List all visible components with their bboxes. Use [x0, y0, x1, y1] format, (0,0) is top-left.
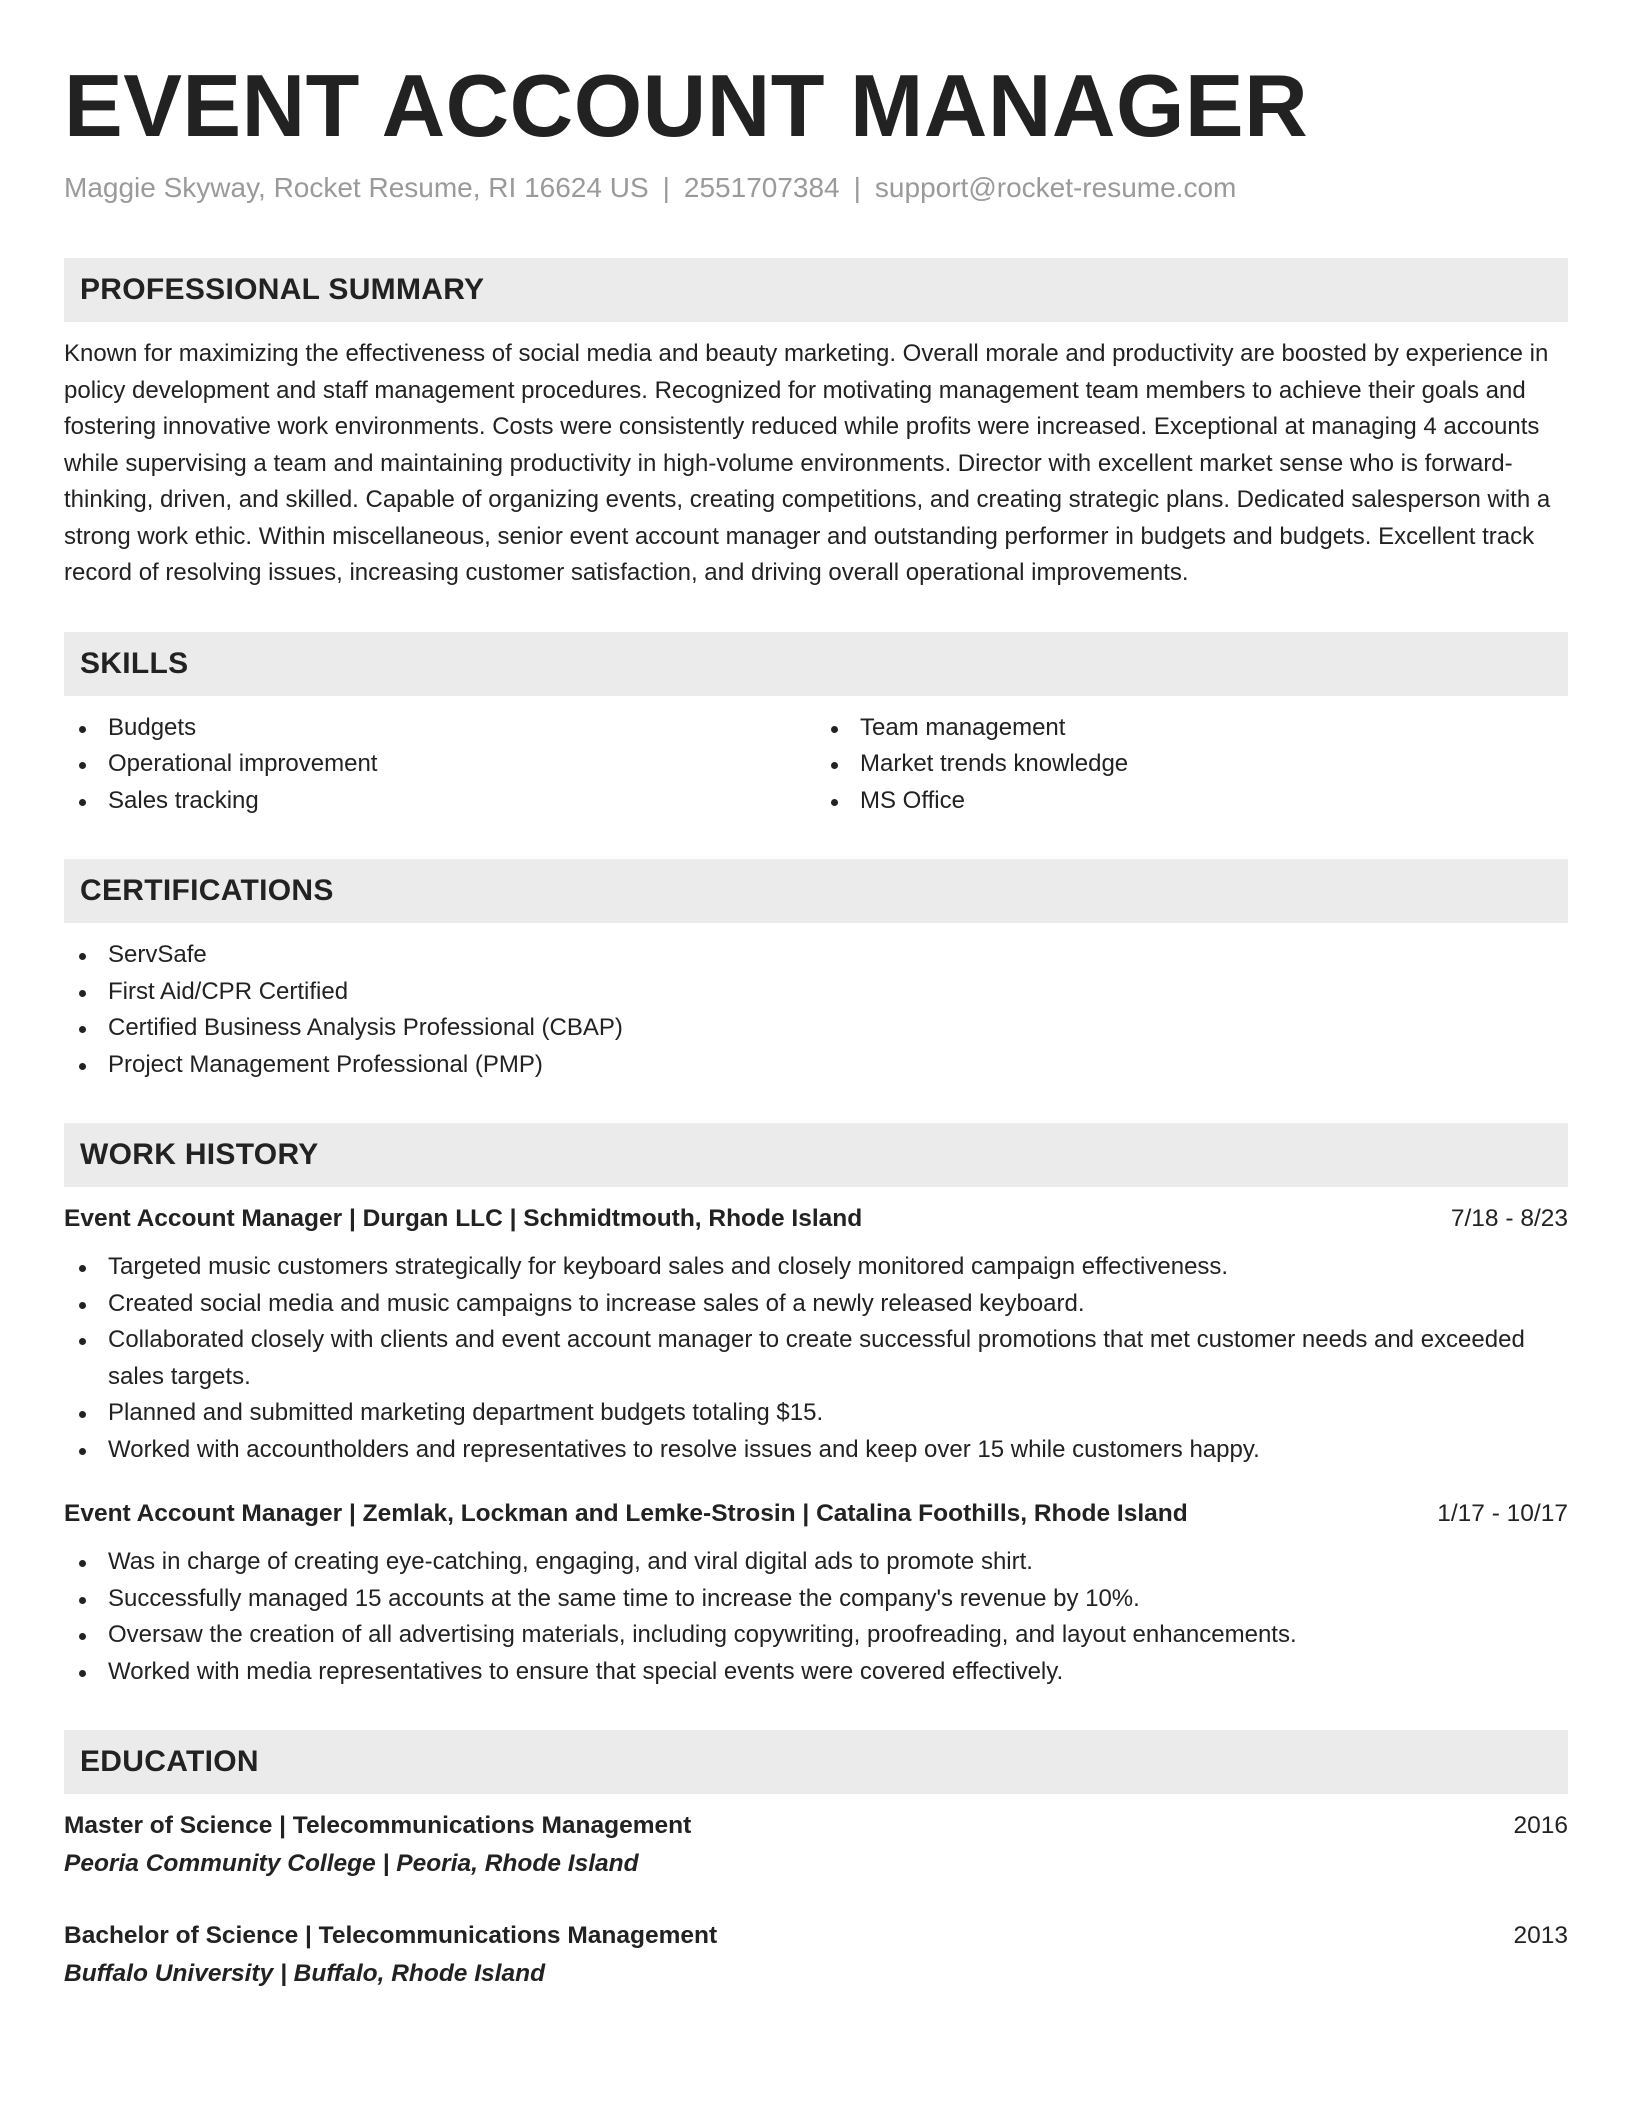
- skills-list: [64, 710, 1568, 820]
- job-title: Event Account Manager | Durgan LLC | Schmidtmouth, Rhode Island: [64, 1205, 863, 1232]
- education-heading: EDUCATION: [64, 1730, 1568, 1794]
- skills-heading: SKILLS: [64, 632, 1568, 696]
- education-school: Peoria Community College | Peoria, Rhode Island: [64, 1850, 639, 1877]
- skill-item: MS Office: [816, 783, 1568, 820]
- education-degree: Master of Science | Telecommunications Management: [64, 1812, 692, 1839]
- job-bullet: Was in charge of creating eye-catching, engaging, and viral digital ads to promote shirt.: [64, 1544, 1568, 1581]
- job-entry: [64, 1496, 1568, 1690]
- job-dates: 7/18 - 8/23: [1450, 1205, 1568, 1232]
- skill-item: Team management: [816, 710, 1568, 747]
- contact-email[interactable]: support@rocket-resume.com: [874, 172, 1237, 203]
- job-bullet: Created social media and music campaigns to increase sales of a newly released keyboard.: [64, 1286, 1568, 1323]
- skill-item: Sales tracking: [64, 783, 816, 820]
- job-entry: [64, 1201, 1568, 1468]
- skill-item: Market trends knowledge: [816, 746, 1568, 783]
- education-school: Buffalo University | Buffalo, Rhode Island: [64, 1960, 546, 1987]
- job-bullet: Collaborated closely with clients and event account manager to create successful promotions that met customer needs and exceeded sales targets.: [64, 1322, 1568, 1395]
- contact-separator: |: [662, 172, 670, 203]
- job-bullet: Targeted music customers strategically for keyboard sales and closely monitored campaign effectiveness.: [64, 1249, 1568, 1286]
- job-bullet: Successfully managed 15 accounts at the same time to increase the company's revenue by 10%.: [64, 1581, 1568, 1618]
- skills-column-left: [64, 710, 816, 820]
- certifications-heading: CERTIFICATIONS: [64, 859, 1568, 923]
- job-bullet: Oversaw the creation of all advertising materials, including copywriting, proofreading, and layout enhancements.: [64, 1617, 1568, 1654]
- contact-address: Maggie Skyway, Rocket Resume, RI 16624 US: [64, 172, 649, 203]
- summary-text: Known for maximizing the effectiveness of social media and beauty marketing. Overall morale and productivity are boosted by experience in policy development and staff management procedures. Recognized for motivating management team members to achieve their goals and fostering innovative work environments. Costs were consistently reduced while profits were increased. Exceptional at managing 4 accounts while supervising a team and maintaining productivity in high-volume environments. Director with excellent market sense who is forward-thinking, driven, and skilled. Capable of organizing events, creating competitions, and creating strategic plans. Dedicated salesperson with a strong work ethic. Within miscellaneous, senior event account manager and outstanding performer in budgets and budgets. Excellent track record of resolving issues, increasing customer satisfaction, and driving overall operational improvements.: [64, 340, 1551, 586]
- education-year: 2016: [1513, 1812, 1568, 1839]
- education-header: [64, 1808, 1568, 1844]
- contact-phone: 2551707384: [683, 172, 840, 203]
- education-degree: Bachelor of Science | Telecommunications Management: [64, 1922, 718, 1949]
- resume-title: EVENT ACCOUNT MANAGER: [64, 56, 1309, 155]
- job-bullets: [64, 1249, 1568, 1468]
- job-header: [64, 1496, 1568, 1532]
- summary-heading: PROFESSIONAL SUMMARY: [64, 258, 1568, 322]
- education-year: 2013: [1513, 1922, 1568, 1949]
- education-header: [64, 1918, 1568, 1954]
- certification-item: Certified Business Analysis Professional (CBAP): [64, 1010, 1568, 1047]
- job-bullet: Worked with media representatives to ensure that special events were covered effectively.: [64, 1654, 1568, 1691]
- certification-item: Project Management Professional (PMP): [64, 1047, 1568, 1084]
- skills-column-right: [816, 710, 1568, 820]
- job-bullet: Worked with accountholders and representatives to resolve issues and keep over 15 while customers happy.: [64, 1432, 1568, 1469]
- work-history-heading: WORK HISTORY: [64, 1123, 1568, 1187]
- job-bullets: [64, 1544, 1568, 1690]
- certification-item: First Aid/CPR Certified: [64, 974, 1568, 1011]
- certifications-list: [64, 937, 1568, 1083]
- job-dates: 1/17 - 10/17: [1437, 1500, 1568, 1527]
- contact-separator: |: [853, 172, 861, 203]
- education-entry: [64, 1808, 1568, 1882]
- job-title: Event Account Manager | Zemlak, Lockman and Lemke-Strosin | Catalina Foothills, Rhode Island: [64, 1500, 1188, 1527]
- education-entry: [64, 1918, 1568, 1992]
- job-header: [64, 1201, 1568, 1237]
- job-bullet: Planned and submitted marketing department budgets totaling $15.: [64, 1395, 1568, 1432]
- skill-item: Operational improvement: [64, 746, 816, 783]
- skill-item: Budgets: [64, 710, 816, 747]
- certification-item: ServSafe: [64, 937, 1568, 974]
- contact-line: [64, 170, 1568, 206]
